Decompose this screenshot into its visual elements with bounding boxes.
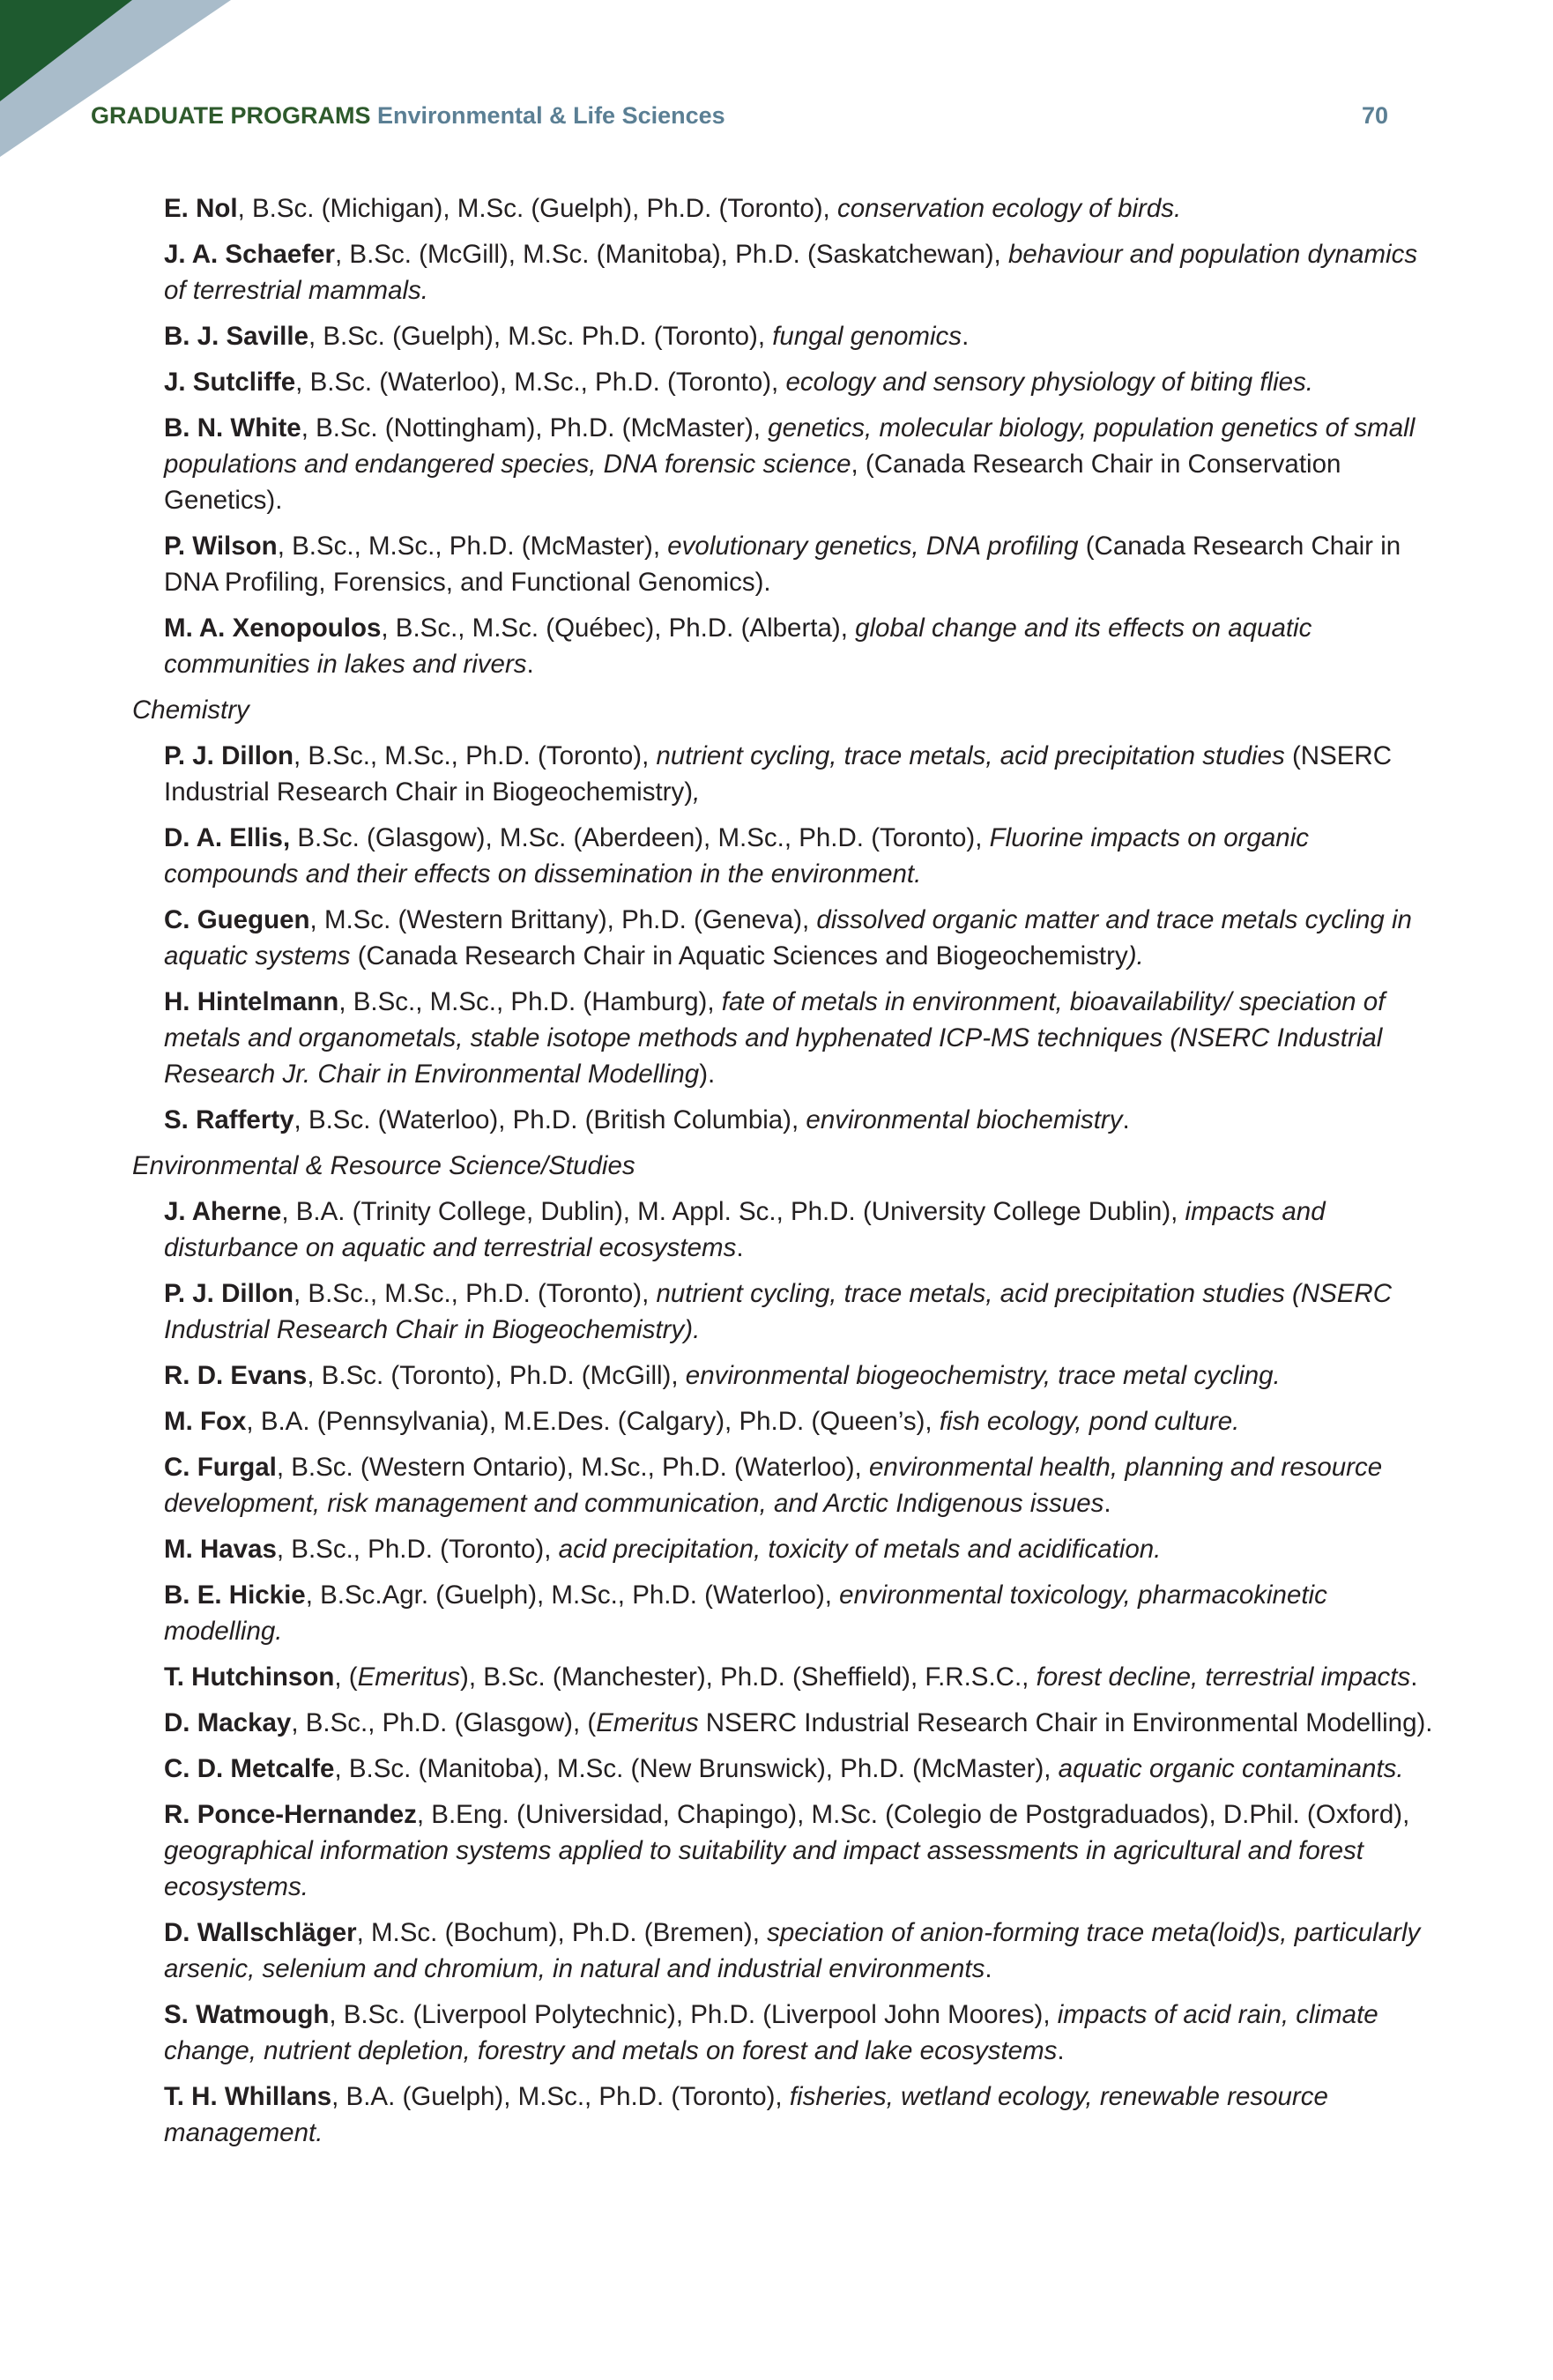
credentials: , M.Sc. (Western Brittany), Ph.D. (Geneva), bbox=[309, 905, 817, 934]
research-area: fungal genomics bbox=[772, 322, 962, 351]
header-subtitle: Environmental & Life Sciences bbox=[377, 102, 725, 129]
credentials: , B.Sc. (Nottingham), Ph.D. (McMaster), bbox=[301, 413, 769, 443]
research-area: aquatic organic contaminants. bbox=[1058, 1754, 1404, 1783]
faculty-entry bbox=[164, 1449, 1444, 1521]
faculty-entry bbox=[164, 1577, 1444, 1649]
faculty-name: B. N. White bbox=[164, 413, 301, 443]
faculty-entry bbox=[164, 820, 1444, 892]
faculty-name: C. Gueguen bbox=[164, 905, 310, 934]
faculty-entry bbox=[164, 2079, 1444, 2151]
faculty-entry bbox=[164, 1796, 1444, 1905]
faculty-entry bbox=[164, 610, 1444, 682]
faculty-entry bbox=[164, 236, 1444, 309]
credentials: . bbox=[1057, 2036, 1065, 2065]
faculty-entry bbox=[164, 190, 1444, 227]
research-area: environmental health, planning and resource development, risk management and communication, and Arctic Indigenous issues bbox=[164, 1453, 1383, 1518]
faculty-name: S. Watmough bbox=[164, 2000, 330, 2029]
faculty-name: B. E. Hickie bbox=[164, 1580, 306, 1610]
credentials: , B.Sc. (Toronto), Ph.D. (McGill), bbox=[307, 1361, 686, 1390]
page-header bbox=[91, 98, 1388, 133]
research-area: impacts of acid rain, climate change, nutrient depletion, forestry and metals on forest and lake ecosystems bbox=[164, 2000, 1378, 2065]
faculty-entry bbox=[164, 528, 1444, 600]
research-area: genetics, molecular biology, population genetics of small populations and endangered species, DNA forensic science bbox=[164, 413, 1416, 479]
faculty-entry bbox=[164, 1276, 1444, 1348]
faculty-name: P. J. Dillon bbox=[164, 1279, 294, 1308]
faculty-entry bbox=[164, 1997, 1444, 2069]
faculty-entry bbox=[164, 984, 1444, 1092]
research-area: dissolved organic matter and trace metals cycling in aquatic systems bbox=[164, 905, 1412, 971]
faculty-entry bbox=[164, 1531, 1444, 1567]
credentials: , B.Sc. (McGill), M.Sc. (Manitoba), Ph.D. (Saskatchewan), bbox=[335, 240, 1008, 269]
credentials: . bbox=[1122, 1105, 1130, 1134]
credentials: . bbox=[962, 322, 970, 351]
credentials: . bbox=[985, 1954, 992, 1983]
faculty-entry bbox=[164, 318, 1444, 354]
research-area: speciation of anion-forming trace meta(loid)s, particularly arsenic, selenium and chromium, in natural and industrial environments bbox=[164, 1918, 1421, 1983]
faculty-entry bbox=[164, 1357, 1444, 1394]
faculty-name: R. Ponce-Hernandez bbox=[164, 1800, 417, 1829]
credentials: , B.Sc., M.Sc., Ph.D. (McMaster), bbox=[277, 532, 668, 561]
credentials: , B.Sc.Agr. (Guelph), M.Sc., Ph.D. (Waterloo), bbox=[305, 1580, 840, 1610]
faculty-name: R. D. Evans bbox=[164, 1361, 308, 1390]
research-area: , bbox=[693, 777, 701, 807]
credentials: NSERC Industrial Research Chair in Environmental Modelling). bbox=[698, 1708, 1433, 1737]
research-area: ). bbox=[1127, 941, 1144, 971]
research-area: acid precipitation, toxicity of metals and acidification. bbox=[558, 1535, 1162, 1564]
research-area: environmental toxicology, pharmacokinetic modelling. bbox=[164, 1580, 1327, 1646]
credentials: (NSERC Industrial Research Chair in Biogeochemistry) bbox=[164, 741, 1393, 807]
faculty-name: M. A. Xenopoulos bbox=[164, 614, 382, 643]
credentials: , B.Sc., M.Sc., Ph.D. (Hamburg), bbox=[338, 987, 722, 1016]
research-area: environmental biochemistry bbox=[806, 1105, 1123, 1134]
faculty-list bbox=[132, 190, 1444, 2161]
section-heading: Chemistry bbox=[132, 695, 249, 725]
credentials: , B.A. (Guelph), M.Sc., Ph.D. (Toronto), bbox=[331, 2082, 790, 2111]
faculty-entry bbox=[164, 364, 1444, 400]
faculty-entry bbox=[164, 1751, 1444, 1787]
research-area: ecology and sensory physiology of biting flies. bbox=[785, 368, 1313, 397]
research-area: conservation ecology of birds. bbox=[836, 194, 1182, 223]
faculty-name: M. Havas bbox=[164, 1535, 277, 1564]
faculty-name: C. Furgal bbox=[164, 1453, 277, 1482]
credentials: , B.Eng. (Universidad, Chapingo), M.Sc. (Colegio de Postgraduados), D.Phil. (Oxford), bbox=[416, 1800, 1410, 1829]
credentials: , B.Sc., Ph.D. (Glasgow), ( bbox=[291, 1708, 597, 1737]
credentials: , B.Sc. (Guelph), M.Sc. Ph.D. (Toronto), bbox=[308, 322, 773, 351]
credentials: ), B.Sc. (Manchester), Ph.D. (Sheffield), F.R.S.C., bbox=[460, 1662, 1037, 1692]
credentials: , (Canada Research Chair in Conservation Genetics). bbox=[164, 450, 1341, 515]
research-area: evolutionary genetics, DNA profiling bbox=[667, 532, 1079, 561]
faculty-entry bbox=[164, 1102, 1444, 1138]
faculty-name: D. Wallschläger bbox=[164, 1918, 357, 1947]
faculty-entry bbox=[164, 1915, 1444, 1987]
faculty-name: P. Wilson bbox=[164, 532, 278, 561]
research-area: fisheries, wetland ecology, renewable resource management. bbox=[164, 2082, 1328, 2147]
research-area: environmental biogeochemistry, trace metal cycling. bbox=[685, 1361, 1281, 1390]
corner-decoration bbox=[0, 0, 264, 167]
research-area: Emeritus bbox=[596, 1708, 699, 1737]
credentials: . bbox=[1103, 1489, 1111, 1518]
credentials: , M.Sc. (Bochum), Ph.D. (Bremen), bbox=[356, 1918, 768, 1947]
credentials: (Canada Research Chair in Aquatic Sciences and Biogeochemistry bbox=[350, 941, 1128, 971]
faculty-name: J. Aherne bbox=[164, 1197, 282, 1226]
research-area: fate of metals in environment, bioavailability/ speciation of metals and organometals, stable isotope methods and hyphenated ICP-MS techniques (NSERC Industrial Research Jr. Chair in Environmental Modelling bbox=[164, 987, 1386, 1089]
credentials: . bbox=[1410, 1662, 1418, 1692]
faculty-name: E. Nol bbox=[164, 194, 238, 223]
credentials: , B.Sc., M.Sc., Ph.D. (Toronto), bbox=[294, 741, 657, 770]
credentials: ). bbox=[699, 1060, 716, 1089]
credentials: , B.Sc. (Manitoba), M.Sc. (New Brunswick), Ph.D. (McMaster), bbox=[334, 1754, 1059, 1783]
credentials: , B.Sc., M.Sc. (Québec), Ph.D. (Alberta), bbox=[381, 614, 856, 643]
credentials: B.Sc. (Glasgow), M.Sc. (Aberdeen), M.Sc., Ph.D. (Toronto), bbox=[290, 823, 990, 852]
credentials: , B.A. (Trinity College, Dublin), M. Appl. Sc., Ph.D. (University College Dublin), bbox=[281, 1197, 1185, 1226]
faculty-name: D. A. Ellis, bbox=[164, 823, 291, 852]
credentials: , B.Sc., M.Sc., Ph.D. (Toronto), bbox=[294, 1279, 657, 1308]
credentials: , B.Sc., Ph.D. (Toronto), bbox=[276, 1535, 559, 1564]
credentials: , B.Sc. (Waterloo), M.Sc., Ph.D. (Toronto), bbox=[295, 368, 786, 397]
faculty-name: C. D. Metcalfe bbox=[164, 1754, 335, 1783]
research-area: nutrient cycling, trace metals, acid precipitation studies (NSERC Industrial Research Chair in Biogeochemistry). bbox=[164, 1279, 1393, 1344]
credentials: , B.Sc. (Liverpool Polytechnic), Ph.D. (Liverpool John Moores), bbox=[329, 2000, 1058, 2029]
research-area: Fluorine impacts on organic compounds and their effects on dissemination in the environment. bbox=[164, 823, 1310, 889]
faculty-name: T. Hutchinson bbox=[164, 1662, 335, 1692]
header-department: GRADUATE PROGRAMS bbox=[91, 102, 371, 129]
faculty-entry bbox=[164, 1659, 1444, 1695]
research-area: nutrient cycling, trace metals, acid precipitation studies bbox=[656, 741, 1285, 770]
faculty-name: J. A. Schaefer bbox=[164, 240, 336, 269]
faculty-name: P. J. Dillon bbox=[164, 741, 294, 770]
faculty-name: H. Hintelmann bbox=[164, 987, 339, 1016]
credentials: . bbox=[736, 1233, 744, 1262]
faculty-entry bbox=[164, 410, 1444, 518]
credentials: , B.Sc. (Western Ontario), M.Sc., Ph.D. (Waterloo), bbox=[276, 1453, 869, 1482]
research-area: global change and its effects on aquatic communities in lakes and rivers bbox=[164, 614, 1312, 679]
credentials: , B.A. (Pennsylvania), M.E.Des. (Calgary), Ph.D. (Queen’s), bbox=[246, 1407, 940, 1436]
faculty-name: J. Sutcliffe bbox=[164, 368, 296, 397]
credentials: , B.Sc. (Waterloo), Ph.D. (British Columbia), bbox=[294, 1105, 806, 1134]
faculty-name: T. H. Whillans bbox=[164, 2082, 332, 2111]
faculty-name: D. Mackay bbox=[164, 1708, 292, 1737]
faculty-entry bbox=[164, 902, 1444, 974]
credentials: (Canada Research Chair in DNA Profiling, Forensics, and Functional Genomics). bbox=[164, 532, 1401, 597]
faculty-entry bbox=[164, 1705, 1444, 1741]
research-area: forest decline, terrestrial impacts bbox=[1036, 1662, 1411, 1692]
research-area: behaviour and population dynamics of terrestrial mammals. bbox=[164, 240, 1418, 305]
credentials: . bbox=[526, 650, 534, 679]
research-area: fish ecology, pond culture. bbox=[939, 1407, 1240, 1436]
faculty-name: B. J. Saville bbox=[164, 322, 308, 351]
faculty-name: M. Fox bbox=[164, 1407, 247, 1436]
page-number: 70 bbox=[1361, 102, 1388, 129]
credentials: , ( bbox=[334, 1662, 358, 1692]
research-area: impacts and disturbance on aquatic and terrestrial ecosystems bbox=[164, 1197, 1326, 1262]
research-area: Emeritus bbox=[357, 1662, 460, 1692]
faculty-entry bbox=[164, 738, 1444, 810]
section-heading: Environmental & Resource Science/Studies bbox=[132, 1151, 635, 1180]
faculty-entry bbox=[164, 1194, 1444, 1266]
research-area: geographical information systems applied to suitability and impact assessments in agricultural and forest ecosystems. bbox=[164, 1836, 1364, 1901]
faculty-name: S. Rafferty bbox=[164, 1105, 294, 1134]
credentials: , B.Sc. (Michigan), M.Sc. (Guelph), Ph.D. (Toronto), bbox=[237, 194, 837, 223]
faculty-entry bbox=[164, 1403, 1444, 1439]
